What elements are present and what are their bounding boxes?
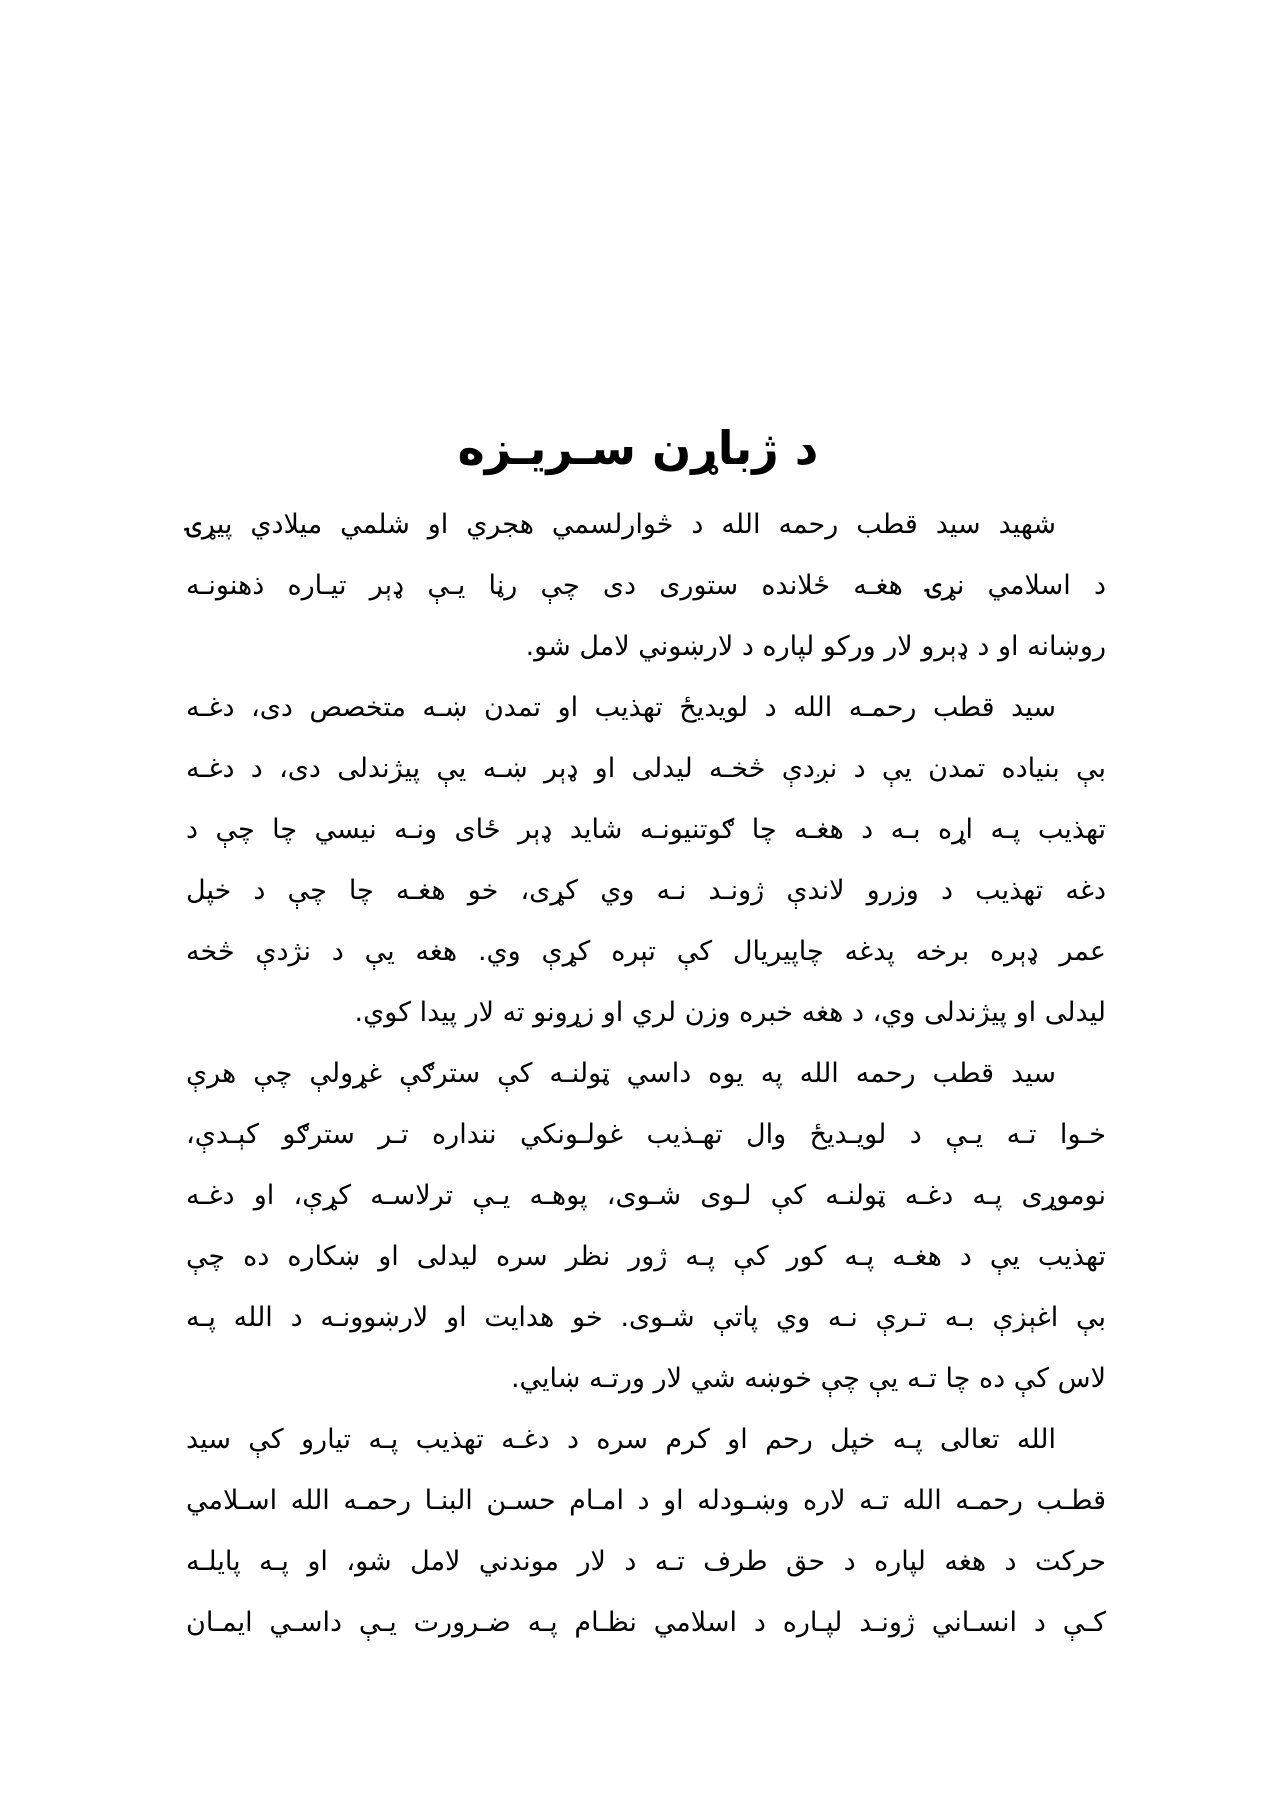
page-title: د ژباړن سـریـزه <box>457 421 819 475</box>
text-line: د اسلامي نړۍ هغـه ځلانده ستوری دی چې رڼا یـې ډېر تیـاره ذهنونـه <box>186 570 1106 601</box>
text-line: قطـب رحمـه الله تـه لاره وښـودله او د امـام حسـن البنـا رحمـه الله اسـلامي <box>186 1485 1106 1516</box>
text-line: روښانه او د ډېرو لار ورکو لپاره د لارښوني لامل شو. <box>525 631 1106 662</box>
body-text <box>186 494 1106 1653</box>
text-line: لاس کې ده چا تـه یې چې خوښه شي لار ورتـه ښایي. <box>510 1363 1106 1394</box>
text-line: بې اغېزې بـه تـرې نـه وي پاتې شـوی. خو هدایت او لارښوونـه د الله پـه <box>186 1302 1106 1333</box>
text-line: الله تعالی پـه خپل رحم او کرم سره د دغـه تهذیب پـه تیارو کې سید <box>186 1424 1056 1455</box>
text-line: تهذیب پـه اړه بـه د هغـه چا ګوتنیونـه شاید ډېر ځای ونـه نیسي چا چې د <box>186 814 1106 845</box>
text-line: شهید سید قطب رحمه الله د څوارلسمي هجري او شلمي میلادي پیړۍ <box>186 509 1056 540</box>
text-line: سید قطب رحمه الله په یوه داسي ټولنـه کې سترګې غړولې چې هرې <box>186 1058 1056 1089</box>
text-line: بې بنیاده تمدن یې د نږدې څخـه لیدلی او ډېر ښـه یې پیژندلی دی، د دغـه <box>186 753 1106 784</box>
text-line: عمر ډېره برخه پدغه چاپیریال کې تېره کړې وي. هغه یې د نژدې څخه <box>186 936 1106 967</box>
text-line: لیدلی او پیژندلی وي، د هغه خبره وزن لري او زړونو ته لار پیدا کوي. <box>354 997 1106 1028</box>
text-line: تهذیب یې د هغـه پـه کور کې پـه ژور نظر سره لیدلی او ښکاره ده چې <box>186 1241 1106 1272</box>
text-line: خـوا تـه یـې د لویـدیځ وال تهـذیب غولـونکي ننداره تـر سترګو کېـدې، <box>186 1119 1106 1150</box>
text-line: حرکت د هغه لپاره د حق طرف تـه د لار موندني لامل شو، او پـه پایلـه <box>186 1546 1106 1577</box>
text-line: دغه تهذیب د وزرو لاندې ژونـد نـه وي کړی، خو هغـه چا چې د خپل <box>186 875 1106 906</box>
text-line: کـې د انسـاني ژونـد لپـاره د اسلامي نظـام پـه ضـرورت یـې داسـي ایمـان <box>186 1607 1106 1638</box>
text-line: سید قطب رحمـه الله د لویدیځ تهذیب او تمدن ښـه متخصص دی، دغـه <box>186 692 1056 723</box>
text-line: نوموړی پـه دغـه ټولنـه کې لـوی شـوی، پوهـه یـې ترلاسـه کړې، او دغـه <box>186 1180 1106 1211</box>
